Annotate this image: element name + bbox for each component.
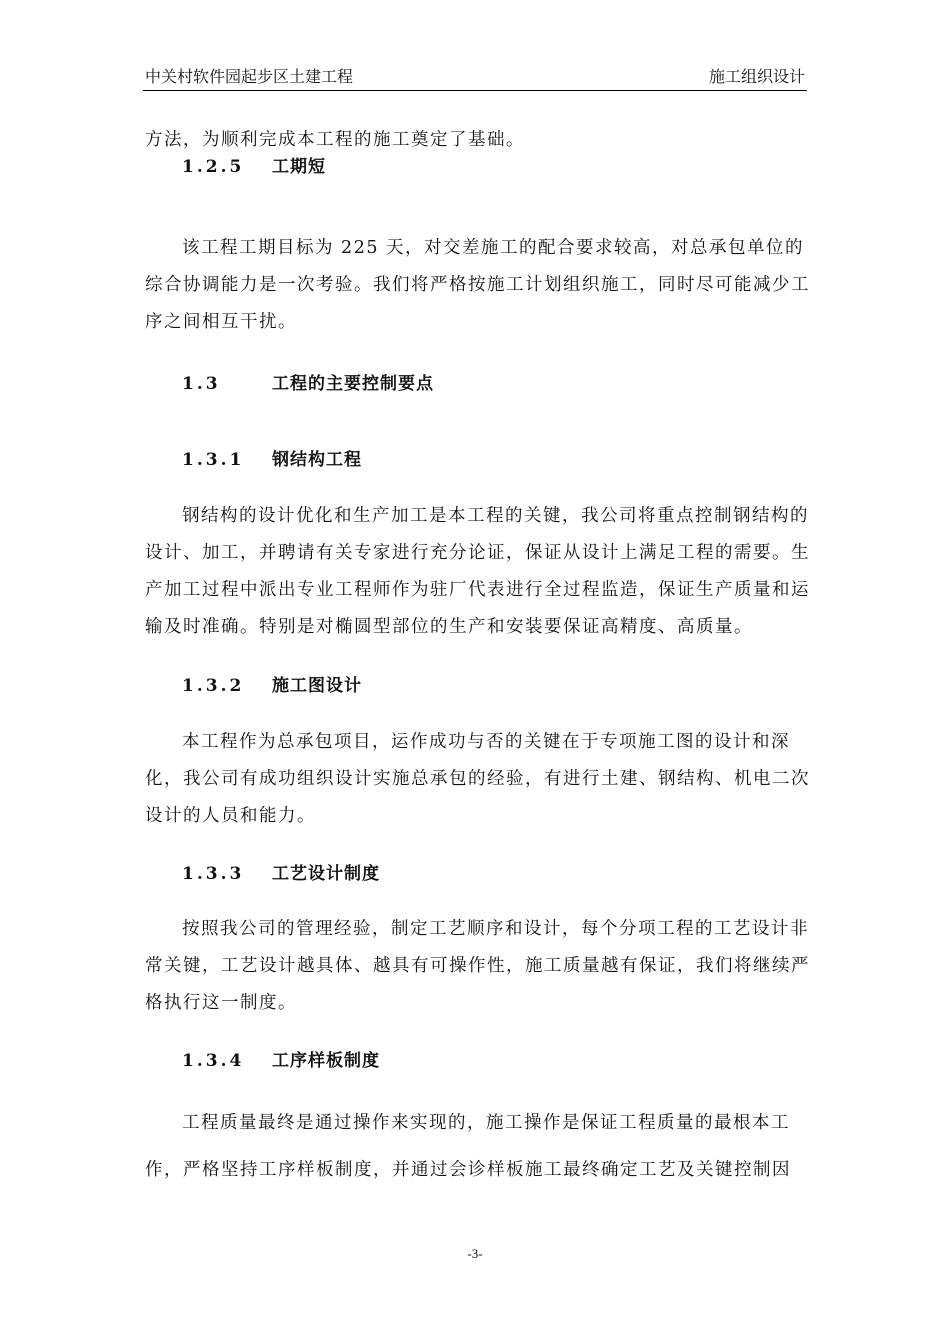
section-number: 1.3.4 <box>182 1051 245 1071</box>
section-title: 施工图设计 <box>272 676 362 696</box>
section-title: 工期短 <box>272 157 326 177</box>
paragraph-1-3-2: 本工程作为总承包项目，运作成功与否的关键在于专项施工图的设计和深化，我公司有成功组织设计实施总承包的经验，有进行土建、钢结构、机电二次设计的人员和能力。 <box>145 732 810 826</box>
section-heading-1-2-5 <box>182 155 850 179</box>
section-title: 钢结构工程 <box>272 450 362 470</box>
header-project-name: 中关村软件园起步区土建工程 <box>145 67 354 86</box>
section-number: 1.3.2 <box>182 676 245 696</box>
paragraph-1-2-5: 该工程工期目标为 225 天，对交差施工的配合要求较高，对总承包单位的综合协调能力是一次考验。我们将严格按施工计划组织施工，同时尽可能减少工序之间相互干扰。 <box>145 238 810 332</box>
page-header <box>143 66 807 91</box>
section-heading-1-3-3 <box>182 862 850 886</box>
section-title: 工艺设计制度 <box>272 864 380 884</box>
section-title: 工序样板制度 <box>272 1051 380 1071</box>
page-number: -3- <box>467 1246 483 1261</box>
section-heading-1-3-4 <box>182 1049 850 1073</box>
header-document-type: 施工组织设计 <box>708 67 805 86</box>
section-number: 1.3 <box>182 374 221 394</box>
paragraph-1-3-1: 钢结构的设计优化和生产加工是本工程的关键，我公司将重点控制钢结构的设计、加工，并聘请有关专家进行充分论证，保证从设计上满足工程的需要。生产加工过程中派出专业工程师作为驻厂代表进行全过程监造，保证生产质量和运输及时准确。特别是对椭圆型部位的生产和安装要保证高精度、高质量。 <box>145 506 810 637</box>
section-number: 1.2.5 <box>182 157 245 177</box>
section-number: 1.3.1 <box>182 450 245 470</box>
paragraph-1-3-4: 工程质量最终是通过操作来实现的，施工操作是保证工程质量的最根本工作，严格坚持工序样板制度，并通过会诊样板施工最终确定工艺及关键控制因 <box>145 1113 791 1180</box>
section-number: 1.3.3 <box>182 864 245 884</box>
section-title: 工程的主要控制要点 <box>272 374 434 394</box>
section-heading-1-3-2 <box>182 674 850 698</box>
paragraph-continuation: 方法，为顺利完成本工程的施工奠定了基础。 <box>145 130 525 150</box>
section-heading-1-3-1 <box>182 448 850 472</box>
paragraph-1-3-3: 按照我公司的管理经验，制定工艺顺序和设计，每个分项工程的工艺设计非常关键，工艺设计越具体、越具有可操作性，施工质量越有保证，我们将继续严格执行这一制度。 <box>145 919 810 1013</box>
section-heading-1-3 <box>182 372 850 396</box>
